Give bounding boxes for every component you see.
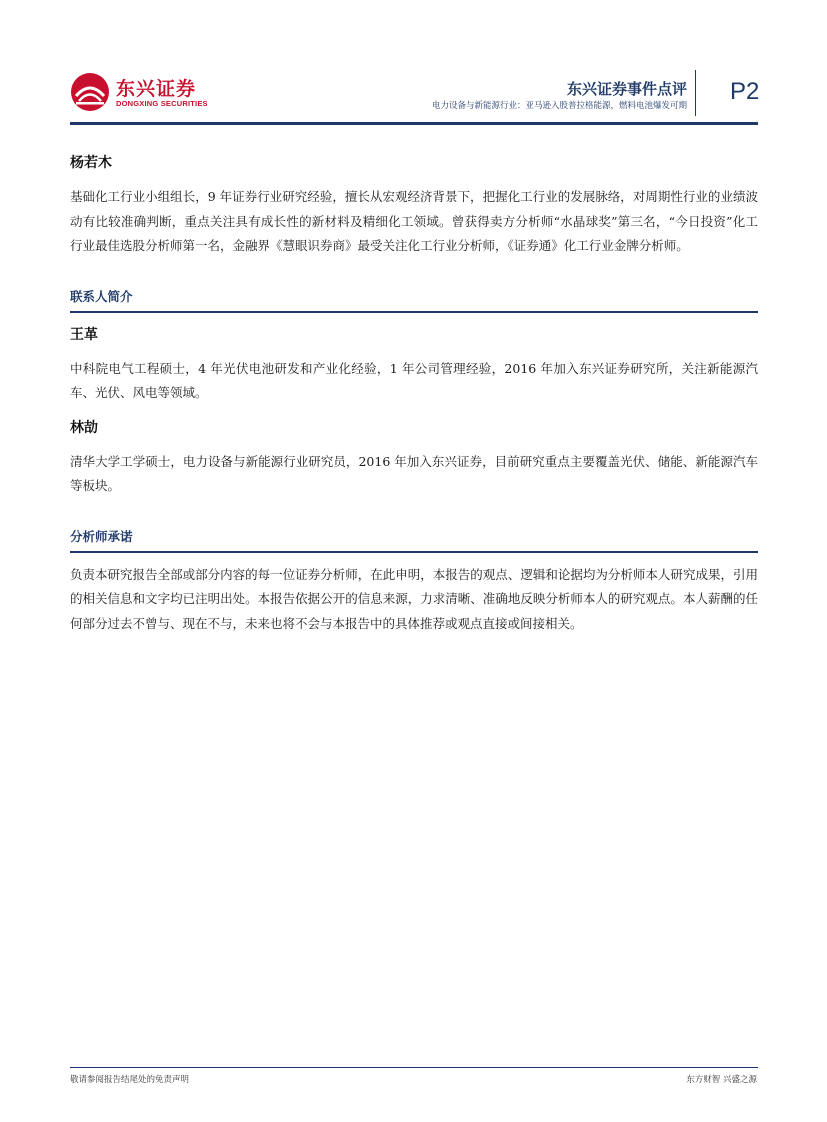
footer-rule xyxy=(70,1067,758,1068)
analyst-bio: 基础化工行业小组组长，9 年证券行业研究经验，擅长从宏观经济背景下，把握化工行业的发展脉络，对周期性行业的业绩波动有比较准确判断，重点关注具有成长性的新材料及精细化工领域。曾获得卖方分析师“水晶球奖”第三名，“今日投资”化工行业最佳选股分析师第一名，金融界《慧眼识券商》最受关注化工行业分析师，《证券通》化工行业金牌分析师。 xyxy=(70,189,758,253)
contact-name: 林劼 xyxy=(70,419,98,436)
brand-name-cn: 东兴证券 xyxy=(116,78,197,100)
commitment-text: 负责本研究报告全部或部分内容的每一位证券分析师，在此申明，本报告的观点、逻辑和论据均为分析师本人研究成果，引用的相关信息和文字均已注明出处。本报告依据公开的信息来源，力求清晰、准确地反映分析师本人的研究观点。本人薪酬的任何部分过去不曾与、现在不与，未来也将不会与本报告中的具体推荐或观点直接或间接相关。 xyxy=(70,566,758,631)
report-subtitle: 电力设备与新能源行业：亚马逊入股普拉格能源，燃料电池爆发可期 xyxy=(431,101,687,111)
brand-logo-icon xyxy=(70,72,110,112)
contact-bio: 清华大学工学硕士，电力设备与新能源行业研究员，2016 年加入东兴证券，目前研究重点主要覆盖光伏、储能、新能源汽车等板块。 xyxy=(70,453,758,493)
page-number: P2 xyxy=(730,78,760,105)
section-heading-commitment: 分析师承诺 xyxy=(70,527,758,553)
header-rule xyxy=(70,122,758,125)
contact-name: 王革 xyxy=(70,326,98,343)
brand-logo xyxy=(70,72,230,114)
footer-disclaimer-note: 敬请参阅报告结尾处的免责声明 xyxy=(70,1075,190,1085)
report-type-title: 东兴证券事件点评 xyxy=(566,80,687,98)
section-heading-contacts: 联系人简介 xyxy=(70,287,758,313)
footer-slogan: 东方财智 兴盛之源 xyxy=(686,1075,757,1085)
brand-name-en: DONGXING SECURITIES xyxy=(116,99,208,108)
header-divider xyxy=(695,70,696,116)
contact-bio: 中科院电气工程硕士，4 年光伏电池研发和产业化经验，1 年公司管理经验，2016 年加入东兴证券研究所，关注新能源汽车、光伏、风电等领域。 xyxy=(70,360,758,400)
main-content xyxy=(70,150,758,636)
analyst-name: 杨若木 xyxy=(70,155,112,171)
